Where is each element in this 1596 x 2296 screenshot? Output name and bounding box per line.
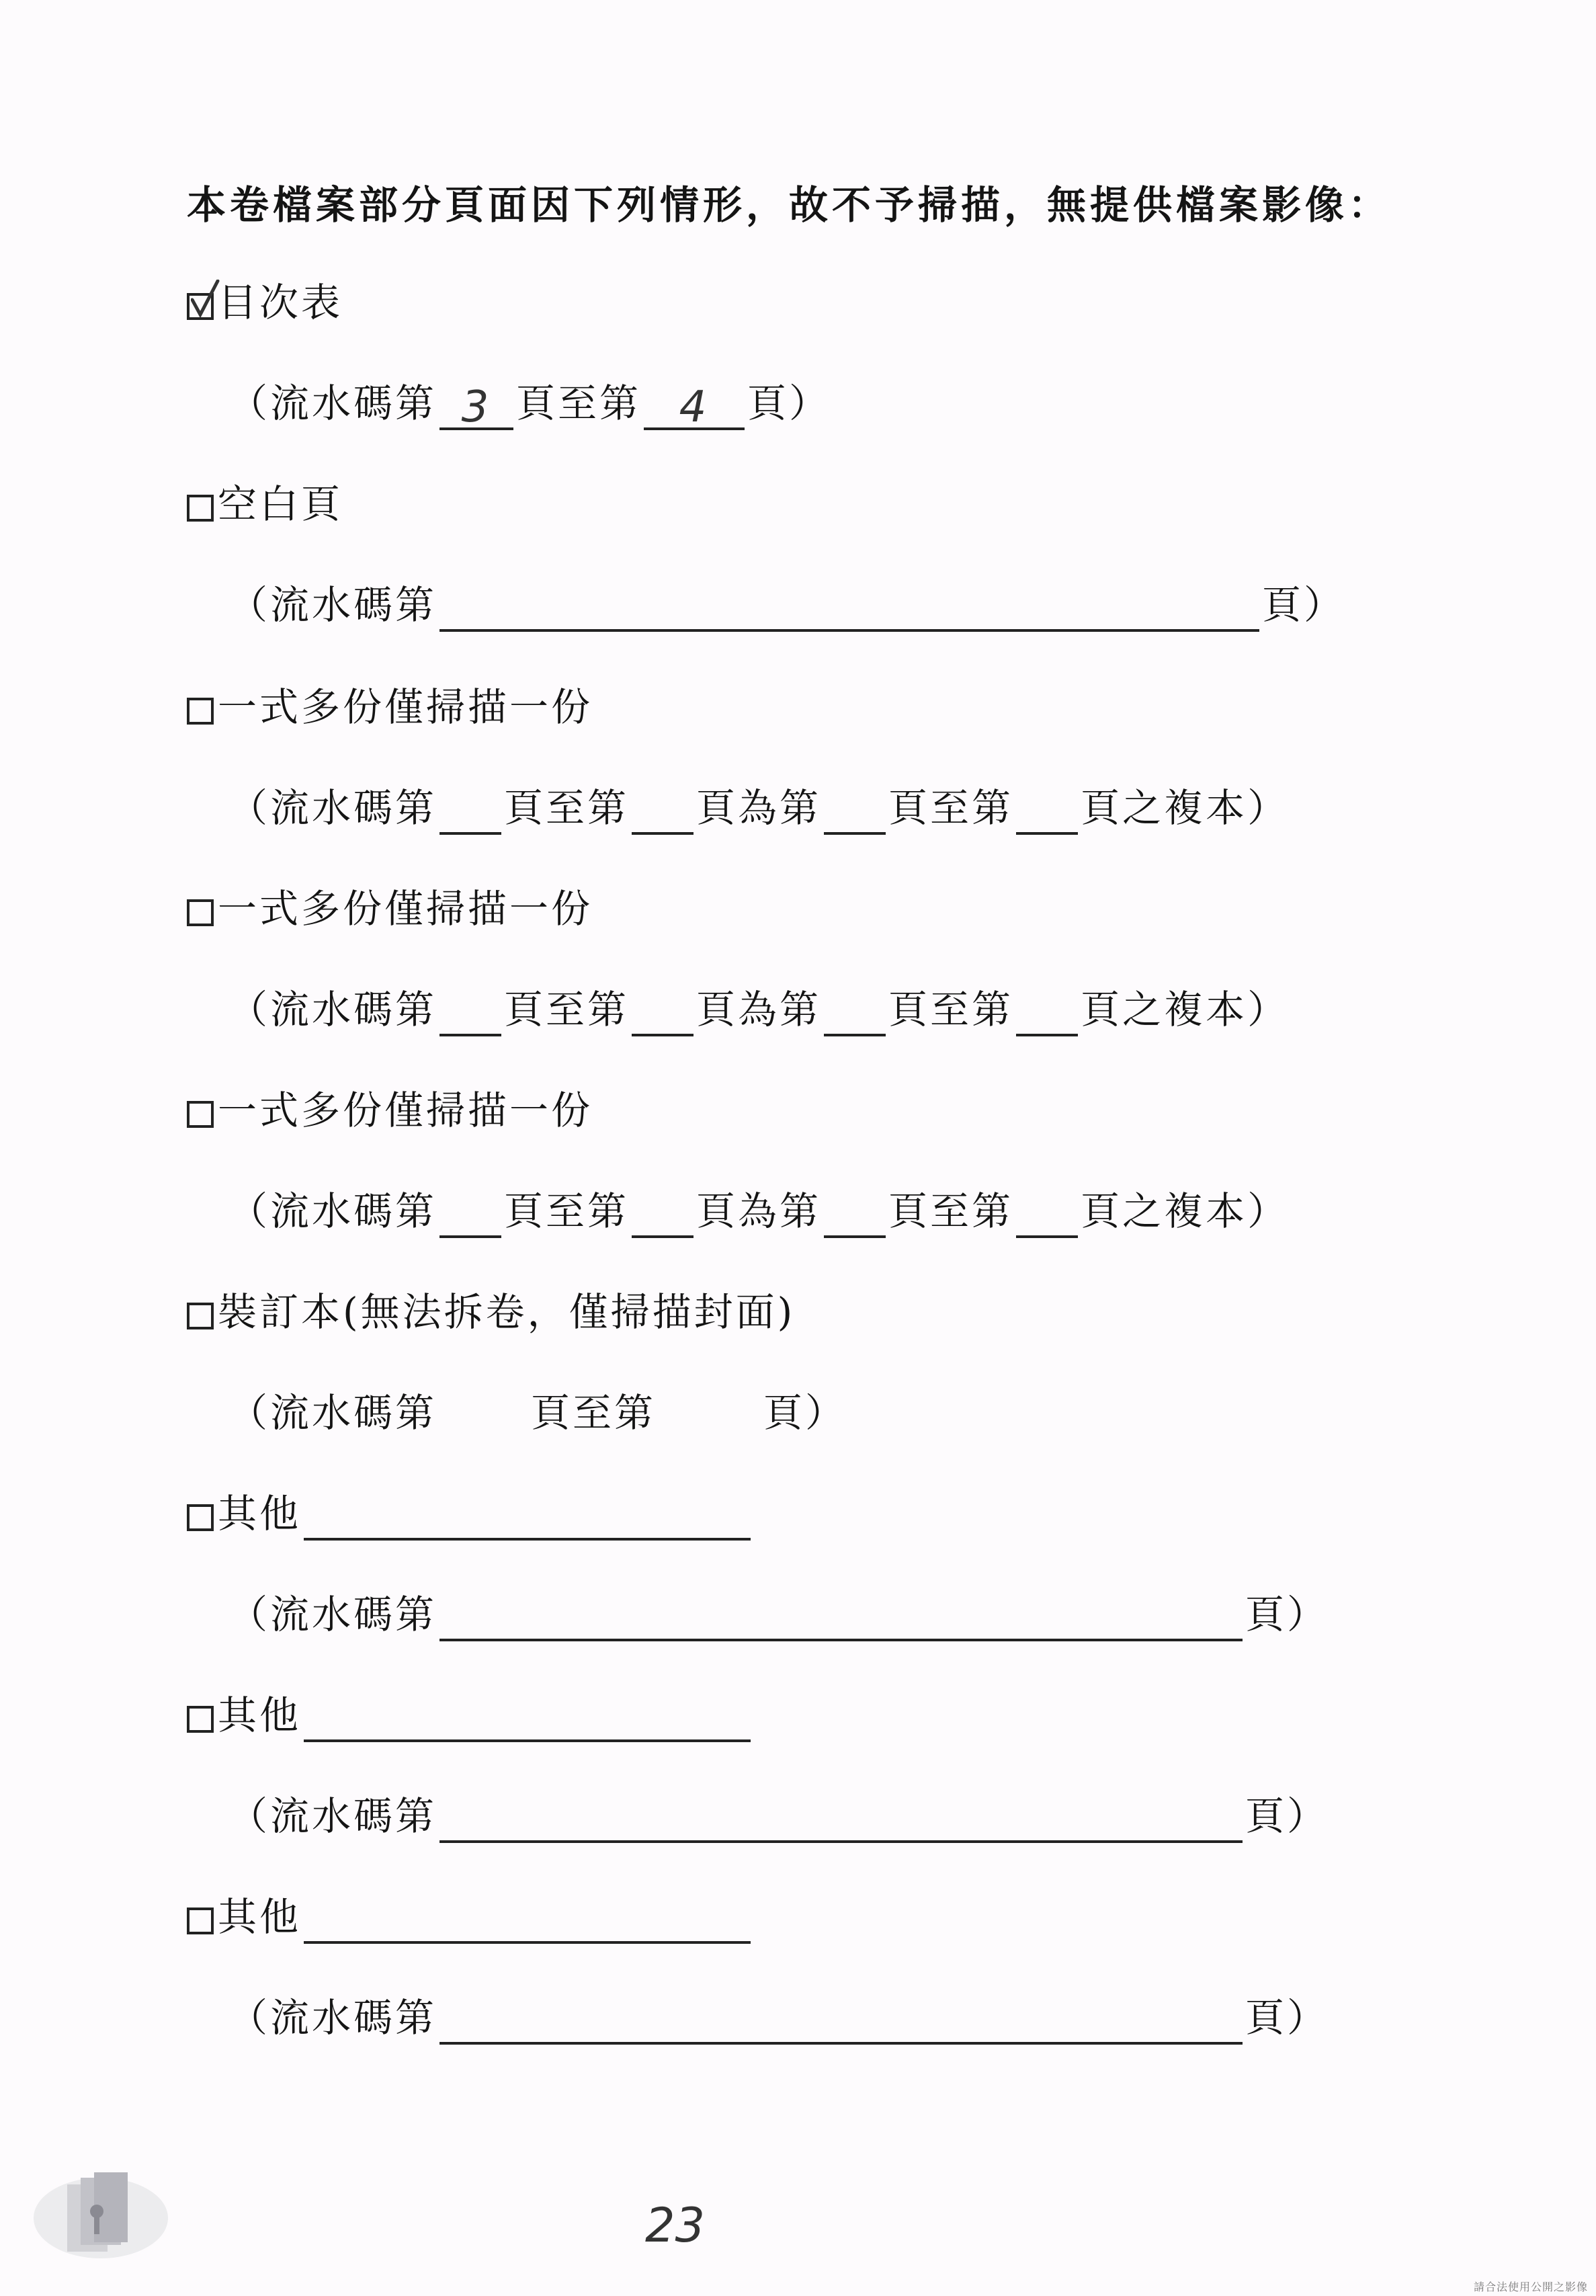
dup3-to-field[interactable] — [632, 1198, 694, 1238]
item-label: 空白頁 — [218, 481, 343, 527]
checkbox-duplicate-1[interactable] — [187, 698, 214, 725]
dup2-orig-from-field[interactable] — [824, 996, 886, 1036]
item-label: 一式多份僅掃描一份 — [218, 1088, 593, 1133]
item-duplicate-1 — [187, 680, 593, 734]
dup2-from-field[interactable] — [439, 996, 501, 1036]
checkbox-other-1[interactable] — [187, 1504, 214, 1531]
checkmark-icon — [191, 280, 223, 319]
item-duplicate-2 — [187, 882, 593, 936]
footer-notice: 請合法使用公開之影像 — [1473, 2281, 1588, 2293]
checkbox-bound-volume[interactable] — [187, 1303, 214, 1329]
checkbox-blank-pages[interactable] — [187, 495, 214, 522]
item-duplicate-3 — [187, 1083, 593, 1137]
dup3-orig-to-field[interactable] — [1016, 1198, 1078, 1238]
item-bound-volume — [187, 1285, 795, 1339]
document-heading: 本卷檔案部分頁面因下列情形，故不予掃描，無提供檔案影像： — [187, 182, 1392, 228]
checkbox-other-3[interactable] — [187, 1908, 214, 1934]
dup3-orig-from-field[interactable] — [824, 1198, 886, 1238]
range-line-other-3: （流水碼第 頁） — [228, 1991, 1329, 2045]
dup2-orig-to-field[interactable] — [1016, 996, 1078, 1036]
dup1-orig-from-field[interactable] — [824, 794, 886, 835]
item-label: 其他 — [218, 1692, 302, 1738]
other2-pages-field[interactable] — [439, 1803, 1243, 1843]
other3-description-field[interactable] — [304, 1903, 751, 1944]
item-label: 一式多份僅掃描一份 — [218, 684, 593, 730]
item-other-2 — [187, 1688, 753, 1742]
range-line-bound-volume: （流水碼第 頁至第 頁） — [228, 1390, 847, 1436]
other3-pages-field[interactable] — [439, 2004, 1243, 2045]
range-line-blank-pages: （流水碼第 頁） — [228, 578, 1345, 632]
handwritten-to-page: 4 — [679, 382, 710, 432]
blank-pages-field[interactable] — [439, 591, 1259, 632]
checkbox-duplicate-3[interactable] — [187, 1101, 214, 1128]
from-page-field[interactable] — [439, 382, 513, 432]
dup2-to-field[interactable] — [632, 996, 694, 1036]
other2-description-field[interactable] — [304, 1702, 751, 1742]
item-blank-pages — [187, 477, 343, 531]
item-toc — [187, 276, 343, 329]
checkbox-duplicate-2[interactable] — [187, 899, 214, 926]
item-other-3 — [187, 1890, 753, 1944]
dup3-from-field[interactable] — [439, 1198, 501, 1238]
dup1-orig-to-field[interactable] — [1016, 794, 1078, 835]
item-label: 目次表 — [218, 280, 343, 325]
checkbox-toc[interactable] — [187, 293, 214, 320]
range-line-duplicate-2: （流水碼第 頁至第 頁為第 頁至第 頁之複本） — [228, 983, 1289, 1036]
checkbox-other-2[interactable] — [187, 1706, 214, 1733]
range-line-other-1: （流水碼第 頁） — [228, 1588, 1329, 1641]
item-label: 其他 — [218, 1491, 302, 1536]
range-line-toc: （流水碼第 3 頁至第 4 頁） — [228, 380, 831, 432]
other1-pages-field[interactable] — [439, 1601, 1243, 1641]
item-label: 一式多份僅掃描一份 — [218, 886, 593, 932]
to-page-field[interactable] — [644, 382, 745, 432]
range-line-other-2: （流水碼第 頁） — [228, 1789, 1329, 1843]
range-line-duplicate-3: （流水碼第 頁至第 頁為第 頁至第 頁之複本） — [228, 1184, 1289, 1238]
handwritten-from-page: 3 — [461, 382, 492, 432]
item-other-1 — [187, 1487, 753, 1541]
handwritten-page-number: 23 — [645, 2198, 706, 2253]
dup1-to-field[interactable] — [632, 794, 694, 835]
range-line-duplicate-1: （流水碼第 頁至第 頁為第 頁至第 頁之複本） — [228, 781, 1289, 835]
archive-logo-icon — [27, 2158, 168, 2265]
item-label: 裝訂本(無法拆卷，僅掃描封面) — [218, 1289, 796, 1335]
other1-description-field[interactable] — [304, 1500, 751, 1541]
item-label: 其他 — [218, 1894, 302, 1940]
dup1-from-field[interactable] — [439, 794, 501, 835]
